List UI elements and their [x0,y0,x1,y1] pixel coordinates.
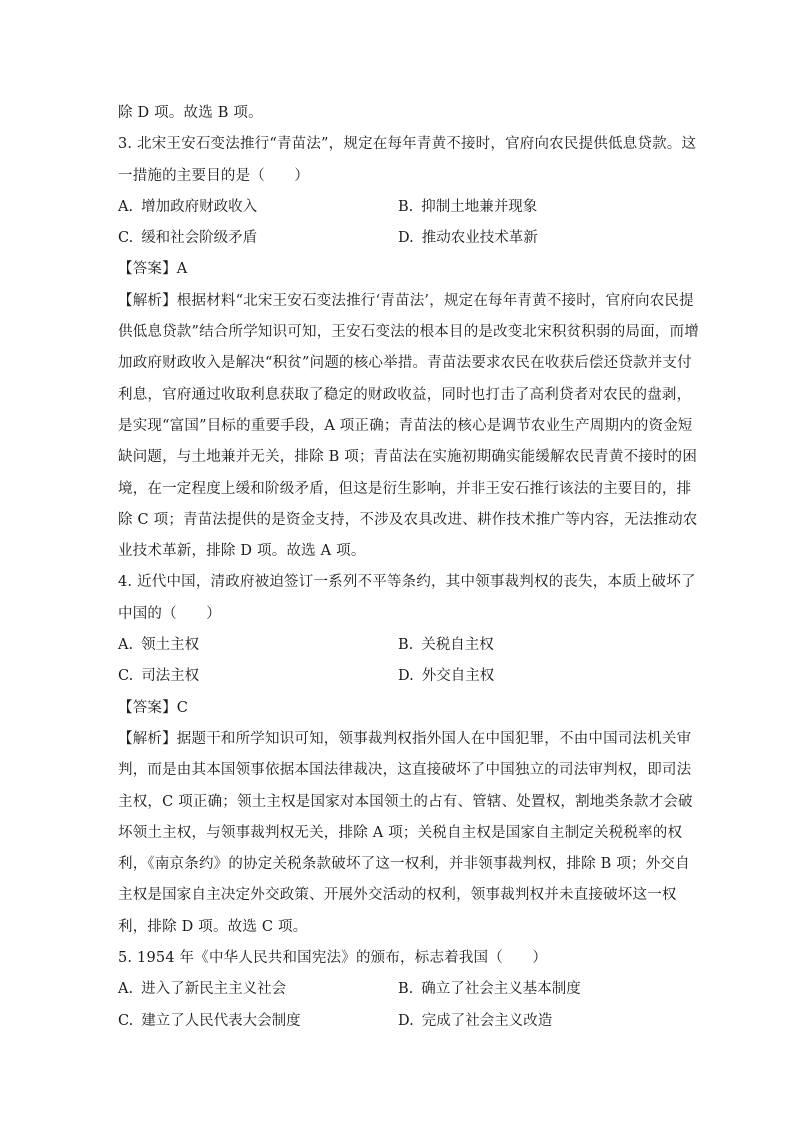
analysis-line: 【解析】据题干和所学知识可知，领事裁判权指外国人在中国犯罪，不由中国司法机关审 [118,730,692,747]
option-c: C. 司法主权 [118,668,200,685]
document-page [118,98,699,1037]
previous-analysis-fragment: 除 D 项。故选 B 项。 [118,105,263,121]
option-d: D. 外交自主权 [398,668,495,685]
analysis-line: 利息，官府通过收取利息获取了稳定的财政收益，同时也打击了高利贷者对农民的盘剥， [118,386,692,403]
question-5 [118,943,678,1037]
answer-line: 【答案】C [118,699,189,716]
analysis-line: 缺问题，与土地兼并无关，排除 B 项；青苗法在实施初期确实能缓解农民青黄不接时的困 [118,449,698,466]
analysis-line: 利，《南京条约》的协定关税条款破坏了这一权利，并非领事裁判权，排除 B 项；外交自 [118,856,690,873]
analysis-line: 供低息贷款”结合所学知识可知，王安石变法的根本目的是改变北宋积贫积弱的局面，而增 [118,324,699,341]
question-4 [118,567,696,943]
analysis-line: 判，而是由其本国领事依据本国法律裁决，这直接破坏了中国独立的司法审判权，即司法 [118,762,692,779]
question-stem-line: 一措施的主要目的是（ ） [118,167,310,184]
question-stem-line: 中国的（ ） [118,605,221,622]
question-stem-line: 5. 1954 年《中华人民共和国宪法》的颁布，标志着我国（ ） [118,950,548,967]
option-b: B. 确立了社会主义基本制度 [398,981,581,998]
analysis-line: 坏领土主权，与领事裁判权无关，排除 A 项；关税自主权是国家自主制定关税税率的权 [118,824,683,841]
option-b: B. 关税自主权 [398,637,494,654]
options-row [118,192,678,223]
analysis-line: 业技术革新，排除 D 项。故选 A 项。 [118,543,366,560]
options-row [118,630,678,661]
option-d: D. 推动农业技术革新 [398,230,538,247]
question-stem-line: 3. 北宋王安石变法推行“青苗法”，规定在每年青黄不接时，官府向农民提供低息贷款。这 [118,136,697,153]
option-d: D. 完成了社会主义改造 [398,1012,553,1029]
analysis-line: 主权，C 项正确；领土主权是国家对本国领土的占有、管辖、处置权，割地类条款才会破 [118,793,693,810]
analysis-line: 利，排除 D 项。故选 C 项。 [118,918,308,935]
answer-line: 【答案】A [118,261,188,278]
option-c: C. 缓和社会阶级矛盾 [118,230,258,247]
question-3 [118,129,699,567]
analysis-line: 境，在一定程度上缓和阶级矛盾，但这是衍生影响，并非王安石推行该法的主要目的，排 [118,480,692,497]
option-a: A. 增加政府财政收入 [118,198,258,215]
option-a: A. 领土主权 [118,637,200,654]
options-row [118,1006,678,1037]
options-row [118,974,678,1005]
option-a: A. 进入了新民主主义社会 [118,981,287,998]
analysis-line: 主权是国家自主决定外交政策、开展外交活动的权利，领事裁判权并未直接破坏这一权 [118,887,677,904]
question-stem-line: 4. 近代中国，清政府被迫签订一系列不平等条约，其中领事裁判权的丧失，本质上破坏了 [118,574,696,591]
analysis-line: 加政府财政收入是解决“积贫”问题的核心举措。青苗法要求农民在收获后偿还贷款并支付 [118,355,692,372]
analysis-line: 【解析】根据材料“北宋王安石变法推行‘青苗法’，规定在每年青黄不接时，官府向农民提 [118,292,694,309]
option-b: B. 抑制土地兼并现象 [398,198,538,215]
analysis-line: 是实现“富国”目标的重要手段，A 项正确；青苗法的核心是调节农业生产周期内的资金短 [118,417,693,434]
option-c: C. 建立了人民代表大会制度 [118,1012,301,1029]
options-row [118,223,678,254]
analysis-line: 除 C 项；青苗法提供的是资金支持，不涉及农具改进、耕作技术推广等内容，无法推动农 [118,511,698,528]
options-row [118,661,678,692]
